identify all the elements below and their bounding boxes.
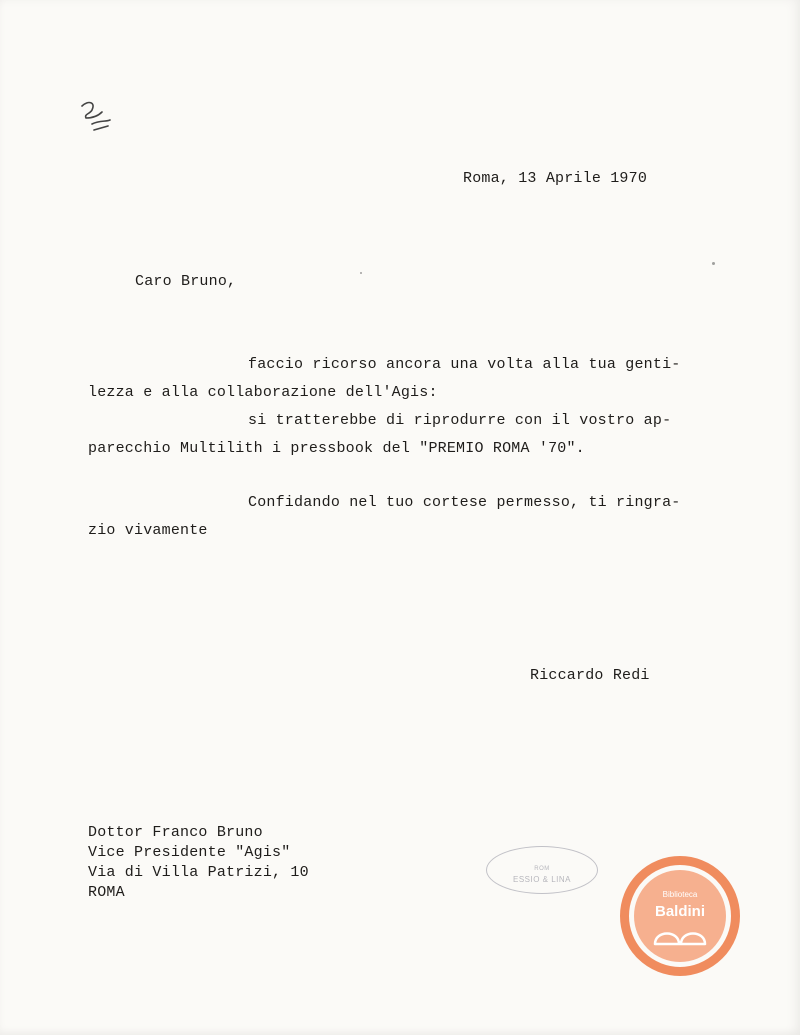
logo-name: Baldini	[654, 903, 705, 920]
signature: Riccardo Redi	[530, 667, 650, 684]
letter-date: Roma, 13 Aprile 1970	[463, 170, 648, 187]
recipient-line: ROMA	[88, 884, 125, 901]
recipient-line: Via di Villa Patrizi, 10	[88, 864, 309, 881]
body-line: parecchio Multilith i pressbook del "PREMIO ROMA '70".	[88, 440, 585, 457]
ink-speck	[360, 272, 362, 274]
open-book-icon	[653, 924, 707, 946]
body-line: faccio ricorso ancora una volta alla tua genti-	[248, 356, 681, 373]
body-line: zio vivamente	[88, 522, 208, 539]
body-line: Confidando nel tuo cortese permesso, ti ringra-	[248, 494, 681, 511]
recipient-line: Vice Presidente "Agis"	[88, 844, 291, 861]
library-logo	[620, 856, 740, 976]
body-line: lezza e alla collaborazione dell'Agis:	[88, 384, 438, 401]
body-line: si tratterebbe di riprodurre con il vostro ap-	[248, 412, 672, 429]
logo-caption: Biblioteca	[662, 890, 698, 899]
faded-stamp: ROM ESSIO & LINA	[486, 846, 598, 894]
handwritten-mark-icon	[72, 96, 118, 146]
ink-speck	[712, 262, 715, 265]
letter-greeting: Caro Bruno,	[135, 273, 237, 290]
recipient-line: Dottor Franco Bruno	[88, 824, 263, 841]
